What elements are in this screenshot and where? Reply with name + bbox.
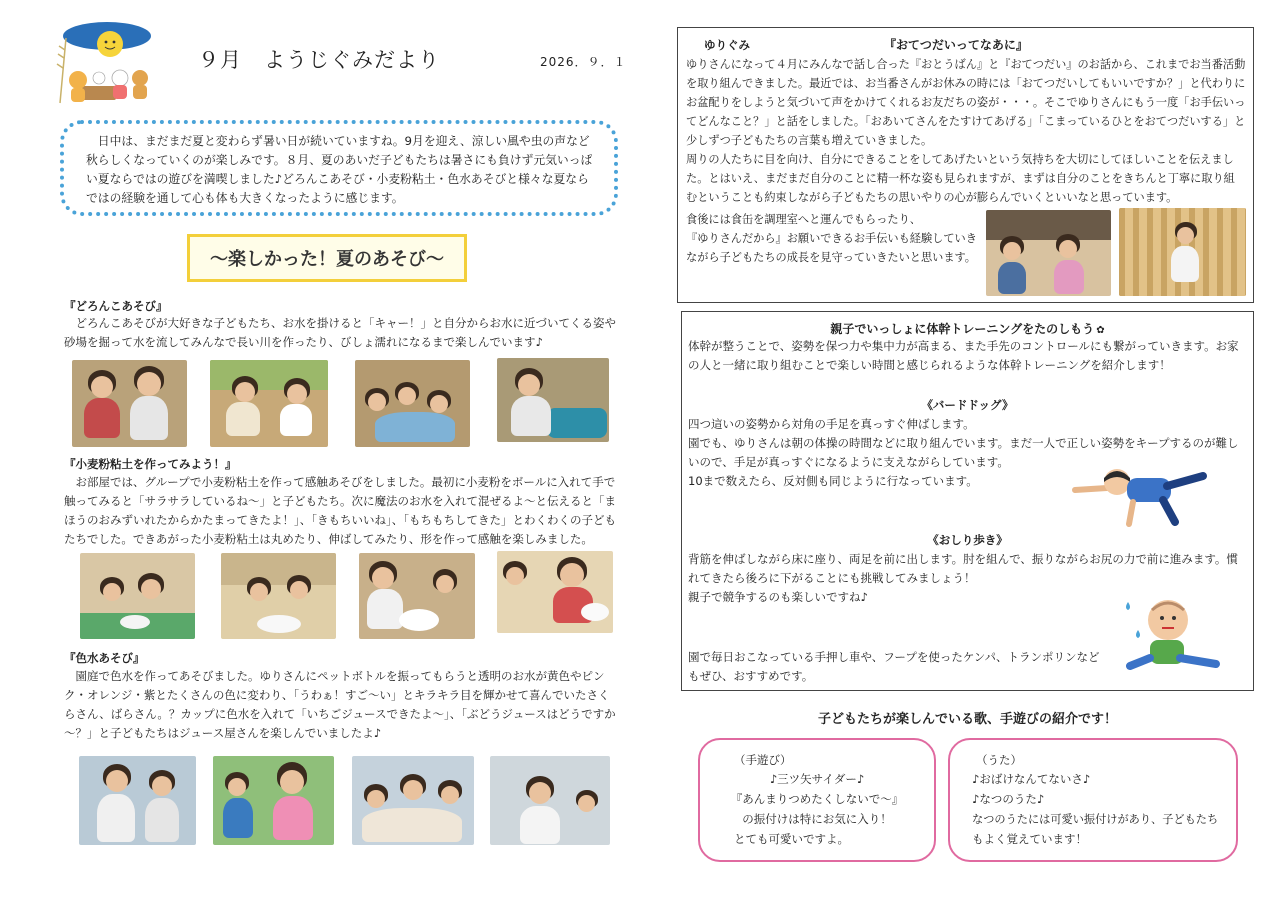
clay-section-title: 『小麦粉粘土を作ってみよう！』 — [64, 457, 237, 471]
photo-otetsudai-2 — [1119, 208, 1246, 296]
teasobi-box — [698, 738, 936, 862]
training-title-text: 親子でいっしょに体幹トレーニングをたのしもう — [830, 322, 1095, 336]
photo-clay-3 — [359, 553, 475, 639]
otetsudai-text: ゆりさんになって４月にみんなで話し合った『おとうばん』と『おてつだい』のお話から、これまでお当番活動を取り組んできました。最近では、お当番さんがお休みの時には「おてつだいしてもいいですか？」と代わりにお盆配りをしようと気づいて声をかけてくれるお友だちの姿が・・・。そこでゆりさんにもう一度「お手伝いってどんなこと？」と話をしました。「おあいてさんをたすけてあげる」「こまっているひとをおてつだいする」と少しずつ子どもたちの言葉も増えていきました。 周りの人たちに目を向け、自分にできることをしてあげたいという気持ちを大切にしてほしいことを伝えました。とはいえ、まだまだ自分のことに精一杯な姿も見られますが、まずは自分のことをきちんと丁寧に取り組むということも約束しながら子どもたちの思いやりの心が膨らんでいくといいなと思っています。 — [686, 58, 1246, 204]
bird-dog-title: 《バードドッグ》 — [921, 398, 1014, 412]
photo-color-4 — [490, 756, 610, 845]
otetsudai-title: 『おてつだいってなあに』 — [884, 38, 1028, 52]
color-section-text: 園庭で色水を作ってあそびました。ゆりさんにペットボトルを振ってもらうと透明のお水が黄色やピンク・オレンジ・紫とたくさんの色に変わり、「うわぁ！すご～い」とキラキラ目を輝かせて喜んでいたさくらさん、ばらさん。？カップに色水を入れて「いちごジュースできたよ～」、「ぶどうジュースはどうですか～？」と子どもたちはジュース屋さんを楽しんでいましたよ♪ — [64, 669, 616, 740]
intro-text: 日中は、まだまだ夏と変わらず暑い日が続いていますね。9月を迎え、涼しい風や虫の声など秋らしくなっていくのが楽しみです。８月、夏のあいだ子どもたちは暑さにも負けず元気いっぱい夏ならではの遊びを満喫しました♪どろんこあそび・小麦粉粘土・色水あそびと様々な夏ならではの経験を通して心も体も大きくなったように感じます。 — [86, 134, 593, 205]
clay-section-text: お部屋では、グループで小麦粉粘土を作って感触あそびをしました。最初に小麦粉をボールに入れて手で触ってみると「サラサラしているね～」と子どもたち。次に魔法のお水を入れて混ぜるよ～と伝えると「まほうのおみずいれたからかたまってきたよ！」、「きもちいいね」、「もちもちしてきた」とわくわくの子どもたちでした。できあがった小麦粉粘土は丸めたり、伸ばしてみたり、形を作って感触を楽しみました。 — [64, 475, 616, 546]
uta-box — [948, 738, 1238, 862]
otetsudai-box — [677, 27, 1254, 303]
photo-mud-3 — [355, 360, 470, 447]
bottom-walk-illustration — [1120, 596, 1230, 676]
uta-line2: もよく覚えています！ — [972, 832, 1087, 846]
uta-song-1: ♪おばけなんてないさ♪ — [972, 772, 1091, 786]
photo-color-1 — [79, 756, 196, 845]
mascot-illustration — [52, 18, 152, 108]
issue-date: 2026．９．１ — [540, 55, 627, 69]
photo-mud-2 — [210, 360, 328, 447]
photo-otetsudai-1 — [986, 210, 1111, 296]
photo-clay-2 — [221, 553, 336, 639]
teasobi-line1: 『あんまりつめたくしないで～』 — [730, 792, 904, 806]
summer-heading: ～楽しかった！夏のあそび～ — [187, 234, 467, 282]
mud-section-text: どろんこあそびが大好きな子どもたち、お水を掛けると「キャー！」と自分からお水に近づいてくる姿や砂場を掘って水を流してみんなで長い川を作ったり、びしょ濡れになるまで楽しんでいます♪ — [64, 316, 616, 349]
training-title — [682, 320, 1253, 337]
color-section-title: 『色水あそび』 — [64, 651, 145, 665]
songs-heading: 子どもたちが楽しんでいる歌、手遊びの紹介です！ — [817, 712, 1117, 727]
bird-dog-illustration — [1067, 462, 1217, 532]
flower-icon: ✿ — [1096, 325, 1105, 336]
teasobi-line2: の振付けは特にお気に入り！ — [742, 812, 892, 826]
uta-label: （うた） — [976, 753, 1022, 767]
mud-section-title: 『どろんこあそび』 — [64, 299, 168, 313]
uta-song-2: ♪なつのうた♪ — [972, 792, 1045, 806]
training-intro: 体幹が整うことで、姿勢を保つ力や集中力が高まる、また手先のコントロールにも繋がっていきます。お家の人と一緒に取り組むことで楽しい時間と感じられるような体幹トレーニングを紹介します！ — [688, 339, 1239, 372]
otetsudai-text-2: 食後には食缶を調理室へと運んでもらったり、 『ゆりさんだから』お願いできるお手伝いも経験していきながら子どもたちの成長を見守っていきたいと思います。 — [686, 213, 977, 264]
bird-dog-text: 四つ這いの姿勢から対角の手足を真っすぐ伸ばします。 園でも、ゆりさんは朝の体操の時間などに取り組んでいます。まだ一人で正しい姿勢をキープするのが難しいので、手足が真っすぐになるように支えながらしています。 10まで数えたら、反対側も同じように行なっています。 — [688, 417, 1239, 488]
photo-mud-1 — [72, 360, 187, 447]
photo-mud-4 — [497, 358, 609, 442]
uta-line1: なつのうたには可愛い振付けがあり、子どもたち — [972, 813, 1219, 826]
bottom-walk-text: 背筋を伸ばしながら床に座り、両足を前に出します。肘を組んで、振りながらお尻の力で前に進みます。慣れてきたら後ろに下がることにも挑戦してみましょう！ 親子で競争するのも楽しいですね♪ — [688, 552, 1238, 604]
teasobi-label: （手遊び） — [734, 753, 792, 767]
teasobi-song: ♪三ツ矢サイダー♪ — [769, 772, 865, 786]
page-title: ９月 ようじぐみだより — [198, 48, 440, 72]
training-box — [681, 311, 1254, 691]
class-name: ゆりぐみ — [704, 38, 750, 52]
photo-color-3 — [352, 756, 474, 845]
bottom-walk-title: 《おしり歩き》 — [927, 533, 1008, 547]
teasobi-line3: とても可愛いですよ。 — [734, 832, 849, 846]
photo-clay-4 — [497, 551, 613, 633]
photo-color-2 — [213, 756, 334, 845]
photo-clay-1 — [80, 553, 195, 639]
training-closing: 園で毎日おこなっている手押し車や、フープを使ったケンパ、トランポリンなどもぜひ、おすすめです。 — [688, 650, 1100, 683]
intro-box — [60, 120, 618, 216]
